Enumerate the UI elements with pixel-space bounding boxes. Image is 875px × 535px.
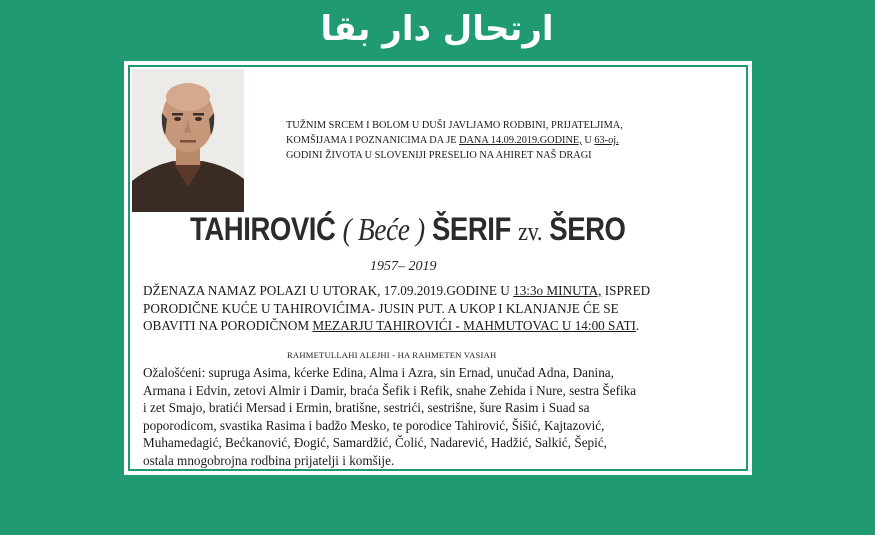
calligraphy-graphic: [300, 0, 575, 55]
mourners-line: Armana i Edvin, zetovi Almir i Damir, braća Šefik i Refik, snahe Zehida i Nure, sestra Šefika: [143, 382, 637, 398]
funeral-line-3-end: .: [635, 318, 640, 333]
obituary-card: [124, 61, 752, 475]
portrait-illustration: [132, 69, 244, 212]
intro-line-2-start: KOMŠIJAMA I POZNANICIMA DA JE: [286, 135, 460, 146]
age: 63-oj.: [594, 135, 619, 146]
mourners-line: poporodicom, svastika Rasima i badžo Mesko, te porodice Tahirović, Šišić, Kajtazović,: [143, 417, 605, 433]
name-surname: TAHIROVIĆ: [190, 211, 336, 247]
intro-line-2-mid: U: [581, 135, 595, 146]
burial-place: MEZARJU TAHIROVIĆI - MAHMUTOVAC U 14:00 SATI: [312, 318, 636, 333]
funeral-line-3: [143, 317, 743, 335]
funeral-line-3-start: OBAVITI NA PORODIČNOM: [143, 318, 313, 333]
funeral-time: 13:3o MINUTA,: [513, 283, 602, 298]
name-alias: ŠERO: [549, 211, 626, 247]
name-zv: zv.: [518, 217, 543, 246]
mourners-list: [143, 364, 743, 470]
intro-line-3: GODINI ŽIVOTA U SLOVENIJI PRESELIO NA AHIRET NAŠ DRAGI: [286, 150, 592, 161]
portrait-photo: [132, 69, 244, 212]
death-date: DANA 14.09.2019.GODINE,: [459, 135, 582, 146]
funeral-details: [143, 282, 743, 335]
mourners-line: i zet Smajo, bratići Mersad i Ermin, bratišne, sestrići, sestrišne, šure Rasim i Suad sa: [143, 400, 590, 416]
funeral-line-2: PORODIČNE KUĆE U TAHIROVIĆIMA- JUSIN PUT. A UKOP I KLANJANJE ĆE SE: [143, 300, 619, 316]
funeral-line-1-end: ISPRED: [601, 283, 651, 298]
deceased-name: [190, 211, 626, 248]
mourners-line: ostala mnogobrojna rodbina prijatelji i komšije.: [143, 452, 395, 468]
name-first: ŠERIF: [431, 211, 511, 247]
funeral-line-1-start: DŽENAZA NAMAZ POLAZI U UTORAK, 17.09.2019.GODINE U: [143, 283, 514, 298]
mourners-line: Ožalošćeni: supruga Asima, kćerke Edina, Alma i Azra, sin Ernad, unučad Adna, Danina,: [143, 365, 614, 380]
intro-text: [286, 118, 686, 163]
life-years: 1957– 2019: [370, 259, 437, 274]
calligraphy-text: ارتحال دار بقا: [320, 9, 554, 49]
name-nickname: ( Beće ): [342, 211, 425, 247]
arabic-calligraphy-header: [300, 0, 575, 55]
funeral-line-1: [143, 282, 743, 300]
intro-line-2: [286, 133, 686, 148]
prayer-line: RAHMETULLAHI ALEJHI - HA RAHMETEN VASIAH: [287, 350, 497, 360]
intro-line-1: TUŽNIM SRCEM I BOLOM U DUŠI JAVLJAMO RODBINI, PRIJATELJIMA,: [286, 120, 623, 131]
mourners-line: Muhamedagić, Bećkanović, Đogić, Samardžić, Čolić, Nadarević, Hadžić, Salkić, Šepić,: [143, 435, 607, 451]
